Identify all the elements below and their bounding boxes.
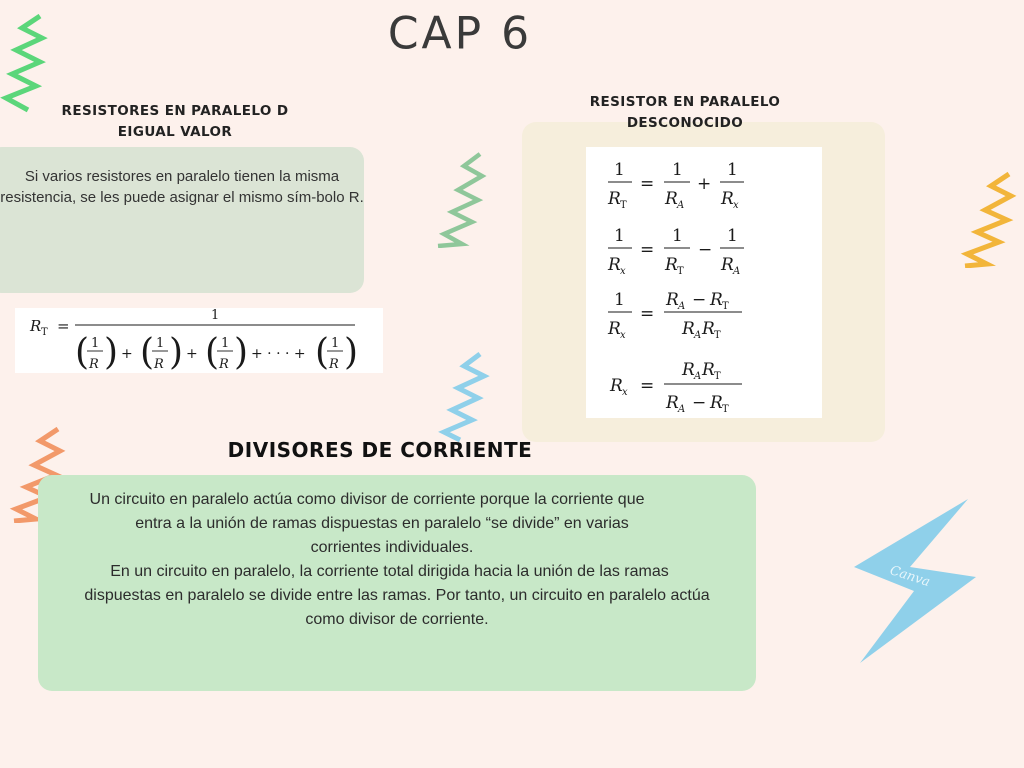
svg-text:−: − <box>692 290 707 310</box>
svg-text:R: R <box>329 357 339 372</box>
svg-text:R: R <box>710 290 723 310</box>
svg-text:T: T <box>714 371 721 382</box>
right-heading-line2: DESCONOCIDO <box>626 115 744 131</box>
left-heading-line2: EIGUAL VALOR <box>117 124 233 140</box>
svg-text:R: R <box>666 290 679 310</box>
left-section-heading <box>30 101 320 143</box>
svg-text:R: R <box>608 255 621 275</box>
svg-text:A: A <box>677 200 685 211</box>
svg-text:R: R <box>610 376 623 396</box>
svg-text:A: A <box>678 404 686 415</box>
svg-text:R: R <box>682 319 695 339</box>
svg-text:A: A <box>694 371 702 382</box>
svg-text:R: R <box>702 360 715 380</box>
svg-text:R: R <box>608 319 621 339</box>
svg-text:1: 1 <box>331 336 340 351</box>
svg-text:x: x <box>622 387 628 398</box>
formula-row-4 <box>609 360 742 415</box>
svg-text:R: R <box>721 255 734 275</box>
svg-text:R: R <box>702 319 715 339</box>
svg-text:=: = <box>640 376 655 396</box>
svg-text:=: = <box>640 304 655 324</box>
paragraph2-line1: En un circuito en paralelo, la corriente total dirigida hacia la unión de las ramas <box>110 563 669 580</box>
canva-watermark: Canva <box>887 563 932 591</box>
paragraph1-line1: Un circuito en paralelo actúa como divisor de corriente porque la corriente que <box>89 491 645 508</box>
zigzag-green-icon <box>0 14 50 114</box>
formula-row-2 <box>607 226 744 277</box>
svg-text:x: x <box>620 266 626 277</box>
svg-text:=: = <box>640 174 655 194</box>
svg-text:T: T <box>41 327 48 338</box>
paragraph2-line3: como divisor de corriente. <box>305 611 489 628</box>
svg-text:R: R <box>682 360 695 380</box>
svg-text:): ) <box>169 332 184 373</box>
svg-text:1: 1 <box>614 226 625 246</box>
svg-text:x: x <box>620 330 626 341</box>
svg-text:): ) <box>234 332 249 373</box>
svg-text:=: = <box>57 317 70 335</box>
svg-text:(: ( <box>205 332 220 373</box>
paragraph1-line2: entra a la unión de ramas dispuestas en paralelo “se divide” en varias <box>135 515 629 532</box>
zigzag-sage-icon <box>428 150 488 248</box>
svg-text:x: x <box>733 200 739 211</box>
svg-text:1: 1 <box>672 226 683 246</box>
svg-text:1: 1 <box>211 308 220 323</box>
svg-text:A: A <box>694 330 702 341</box>
formula-row-1 <box>607 160 744 211</box>
svg-text:R: R <box>665 255 678 275</box>
svg-text:1: 1 <box>614 290 625 310</box>
svg-text:R: R <box>666 393 679 413</box>
svg-text:1: 1 <box>91 336 100 351</box>
svg-text:): ) <box>344 332 359 373</box>
svg-text:R: R <box>30 317 42 335</box>
svg-text:R: R <box>721 189 734 209</box>
svg-text:R: R <box>154 357 164 372</box>
svg-text:1: 1 <box>727 160 738 180</box>
left-heading-line1: RESISTORES EN PARALELO D <box>61 103 289 119</box>
svg-text:T: T <box>714 330 721 341</box>
svg-text:(: ( <box>315 332 330 373</box>
svg-text:−: − <box>698 240 713 260</box>
svg-text:+: + <box>697 174 712 194</box>
svg-text:(: ( <box>75 332 90 373</box>
svg-text:R: R <box>608 189 621 209</box>
svg-text:=: = <box>640 240 655 260</box>
svg-text:1: 1 <box>672 160 683 180</box>
svg-text:−: − <box>692 393 707 413</box>
page-title: CAP 6 <box>387 7 533 60</box>
svg-text:1: 1 <box>221 336 230 351</box>
right-heading-line1: RESISTOR EN PARALELO <box>589 94 781 110</box>
svg-text:): ) <box>104 332 119 373</box>
divisor-section-heading: DIVISORES DE CORRIENTE <box>227 438 533 462</box>
svg-text:1: 1 <box>727 226 738 246</box>
svg-text:R: R <box>89 357 99 372</box>
svg-text:+: + <box>121 346 133 362</box>
svg-text:+: + <box>186 346 198 362</box>
svg-text:(: ( <box>140 332 155 373</box>
svg-text:T: T <box>722 404 729 415</box>
svg-text:A: A <box>733 266 741 277</box>
svg-text:A: A <box>678 301 686 312</box>
unknown-resistor-formulas <box>586 147 822 418</box>
zigzag-yellow-icon <box>955 170 1017 268</box>
svg-text:R: R <box>710 393 723 413</box>
formula-row-3 <box>607 290 742 341</box>
equal-resistors-formula <box>15 308 383 373</box>
divisor-section-body <box>38 488 756 632</box>
svg-text:+ · · · +: + · · · + <box>251 346 306 362</box>
svg-text:1: 1 <box>614 160 625 180</box>
left-section-body: Si varios resistores en paralelo tienen la misma resistencia, se les puede asignar el mismo sím-bolo R. <box>0 168 364 206</box>
svg-text:R: R <box>665 189 678 209</box>
paragraph1-line3: corrientes individuales. <box>310 539 474 556</box>
lightning-bolt-icon <box>852 495 980 667</box>
paragraph2-line2: dispuestas en paralelo se divide entre las ramas. Por tanto, un circuito en paralelo actúa <box>84 587 710 604</box>
svg-text:T: T <box>677 266 684 277</box>
svg-text:R: R <box>219 357 229 372</box>
svg-text:T: T <box>620 200 627 211</box>
zigzag-blue-icon <box>430 350 490 442</box>
svg-text:1: 1 <box>156 336 165 351</box>
svg-text:T: T <box>722 301 729 312</box>
right-section-heading <box>560 92 810 134</box>
